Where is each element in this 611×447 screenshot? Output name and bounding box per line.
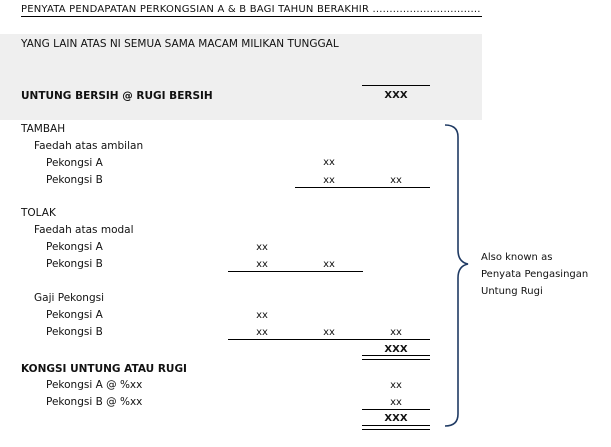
- capital-interest-row-col2: xx: [323, 259, 335, 270]
- less-heading: TOLAK: [21, 207, 56, 219]
- add-row-label: Pekongsi A: [46, 157, 103, 169]
- side-note-line: Penyata Pengasingan: [481, 269, 589, 280]
- salary-row-label: Pekongsi B: [46, 326, 103, 338]
- share-row-col3: xx: [390, 380, 402, 391]
- add-heading: TAMBAH: [21, 123, 66, 135]
- capital-interest-row-label: Pekongsi A: [46, 241, 103, 253]
- add-row-col2: xx: [323, 157, 335, 168]
- net-profit-value: XXX: [384, 90, 408, 101]
- capital-interest-row-col1: xx: [256, 259, 268, 270]
- salary-row-col2: xx: [323, 327, 335, 338]
- salary-row-col1: xx: [256, 310, 268, 321]
- side-note: [481, 249, 588, 300]
- add-row-col2: xx: [323, 175, 335, 186]
- add-subheading: Faedah atas ambilan: [34, 140, 144, 152]
- share-row-col3: xx: [390, 397, 402, 408]
- share-row-label: Pekongsi A @ %xx: [46, 379, 143, 391]
- salary-subheading: Gaji Pekongsi: [34, 292, 104, 304]
- side-note-line: Also known as: [481, 252, 553, 263]
- capital-interest-row-col1: xx: [256, 242, 268, 253]
- add-row-col3: xx: [390, 175, 402, 186]
- capital-interest-row-label: Pekongsi B: [46, 258, 103, 270]
- intro-text: YANG LAIN ATAS NI SEMUA SAMA MACAM MILIKAN TUNGGAL: [21, 38, 339, 50]
- salary-row-col3: xx: [390, 327, 402, 338]
- share-total: XXX: [384, 413, 408, 424]
- salary-row-col1: xx: [256, 327, 268, 338]
- side-note-line: Untung Rugi: [481, 286, 543, 297]
- share-row-label: Pekongsi B @ %xx: [46, 396, 143, 408]
- share-heading: KONGSI UNTUNG ATAU RUGI: [21, 363, 187, 375]
- capital-interest-subheading: Faedah atas modal: [34, 224, 134, 236]
- statement-title: PENYATA PENDAPATAN PERKONGSIAN A & B BAGI TAHUN BERAKHIR ................................: [21, 4, 481, 15]
- salary-row-label: Pekongsi A: [46, 309, 103, 321]
- add-row-label: Pekongsi B: [46, 174, 103, 186]
- net-profit-label: UNTUNG BERSIH @ RUGI BERSIH: [21, 90, 213, 102]
- salary-total: XXX: [384, 344, 408, 355]
